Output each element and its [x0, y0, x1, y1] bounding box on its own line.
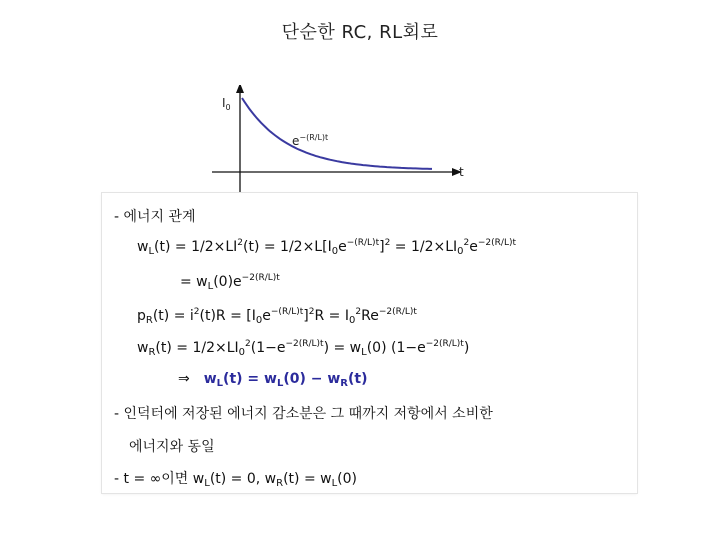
y-axis-label: $I_0$ [222, 96, 231, 112]
equation-pr: $p_R(t) = i^2(t)R = [I_0e^{-(R/L)t}]^2R = I_0^2Re^{-2(R/L)t}$ [137, 307, 417, 326]
equation-wl: $w_L(t) = 1/2\times LI^2(t) = 1/2\times L[I_0e^{-(R/L)t}]^2 = 1/2\times LI_0^2e^{-2(R/L)t}$ [137, 238, 516, 257]
energy-heading: - 에너지 관계 [114, 209, 196, 225]
y-axis-arrow [236, 85, 244, 93]
equation-wr: $w_R(t) = 1/2\times LI_0^2(1-e^{-2(R/L)t}) = w_L(0)$ $(1-e^{-2(R/L)t})$ [137, 339, 470, 358]
equation-result: ⇒ $w_L(t) = w_L(0) - w_R(t)$ [178, 371, 368, 389]
content-panel [102, 193, 637, 493]
exponential-decay-curve [242, 98, 432, 169]
implies-icon: ⇒ [178, 371, 190, 387]
x-axis-label: t [459, 165, 464, 179]
equation-wl-2: = $w_L(0)e^{-2(R/L)t}$ [180, 273, 280, 292]
curve-label: $e^{-(R/L)t}$ [292, 133, 329, 148]
inductor-energy-text: - 인덕터에 저장된 에너지 감소분은 그 때까지 저항에서 소비한 [114, 406, 493, 422]
slide-title: 단순한 RC, RL회로 [281, 22, 439, 43]
decay-graph [200, 85, 480, 205]
inductor-energy-text-2: 에너지와 동일 [129, 439, 215, 455]
infinite-time-equation: - t = ∞이면 $w_L(t) = 0$, $w_R(t) = w_L(0)$ [114, 471, 357, 489]
